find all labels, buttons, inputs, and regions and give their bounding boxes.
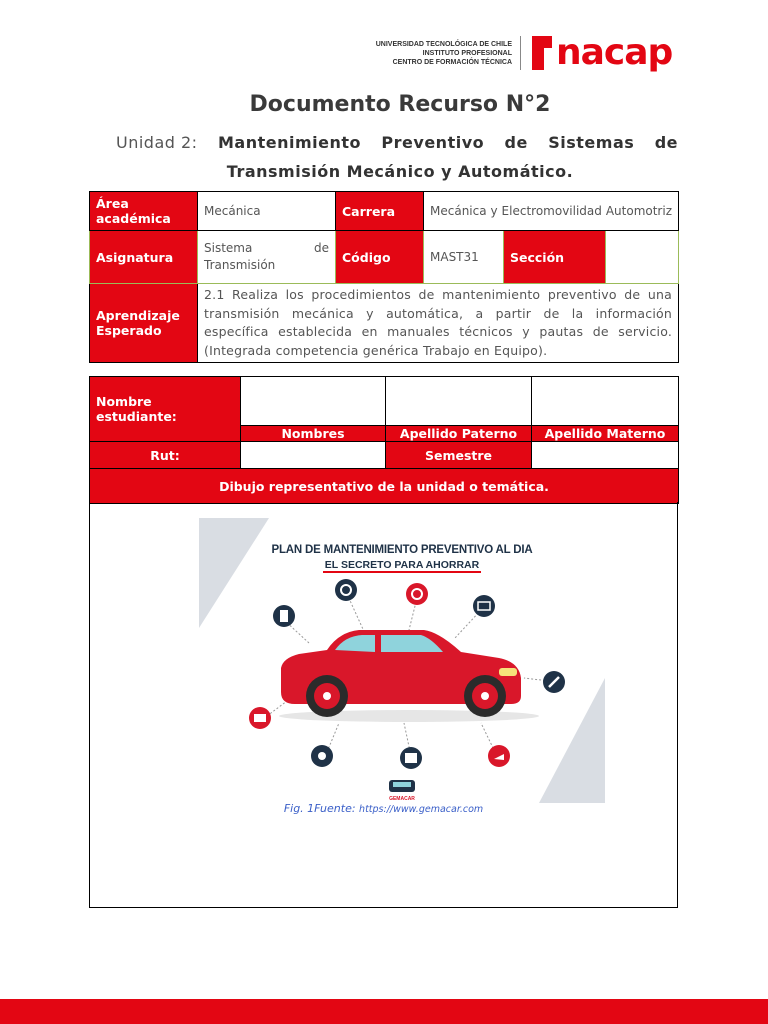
unit-word: de: [504, 133, 528, 152]
drawing-area: [89, 502, 678, 908]
dibujo-label: Dibujo representativo de la unidad o temática.: [90, 469, 679, 504]
area-label: Área académica: [90, 192, 198, 231]
caption-url[interactable]: https://www.gemacar.com: [359, 804, 484, 815]
header-logo: [372, 32, 673, 80]
figure-caption: [90, 802, 677, 815]
unit-word: Sistemas: [548, 133, 635, 152]
gemacar-logo: [389, 780, 415, 792]
wrench-icon: [543, 671, 565, 693]
document-title: Documento Recurso N°2: [249, 92, 551, 117]
apellido-paterno-label: Apellido Paterno: [386, 426, 532, 442]
carrera-value: Mecánica y Electromovilidad Automotriz: [424, 192, 679, 231]
fuel-filter-icon: [273, 605, 295, 627]
unit-heading-line-1: [116, 133, 678, 152]
battery-icon: [473, 595, 495, 617]
maintenance-poster: [199, 518, 605, 803]
poster-corner-shape: [199, 518, 269, 628]
red-car-icon: [281, 630, 521, 717]
carrera-label: Carrera: [336, 192, 424, 231]
brake-disc-icon: [406, 583, 428, 605]
unit-heading-line-2: Transmisión Mecánico y Automático.: [226, 162, 574, 181]
area-value: Mecánica: [198, 192, 336, 231]
university-line-3: CENTRO DE FORMACIÓN TÉCNICA: [392, 59, 512, 66]
nombres-field[interactable]: [241, 377, 386, 426]
aprendizaje-label: Aprendizaje Esperado: [90, 284, 198, 363]
inacap-logo: [532, 32, 673, 73]
oil-icon: [488, 745, 510, 767]
university-lines: [376, 40, 512, 67]
seccion-value[interactable]: [606, 231, 679, 284]
student-info-table: [89, 376, 679, 504]
unit-word: Mantenimiento: [217, 133, 362, 152]
aprendizaje-value: 2.1 Realiza los procedimientos de mantenimiento preventivo de una transmisión mecánica y automática, a partir de la información específica establecida en manuales técnicos y pautas de servicio. (Integrada competencia genérica Trabajo en Equipo).: [198, 284, 679, 363]
university-line-2: INSTITUTO PROFESIONAL: [422, 50, 512, 57]
inacap-mark-icon: [532, 36, 544, 70]
brand-name: nacap: [556, 32, 673, 73]
semestre-label: Semestre: [386, 442, 532, 469]
nombres-label: Nombres: [241, 426, 386, 442]
asignatura-value: Sistema de Transmisión: [198, 231, 336, 284]
footer-bar: [0, 999, 768, 1024]
poster-corner-shape: [539, 678, 605, 803]
caption-prefix: Fig. 1Fuente:: [283, 802, 360, 815]
engine-icon: [249, 707, 271, 729]
course-info-table: [89, 191, 679, 363]
gear-icon: [335, 579, 357, 601]
semestre-field[interactable]: [532, 442, 679, 469]
rut-label: Rut:: [90, 442, 241, 469]
apellido-materno-field[interactable]: [532, 377, 679, 426]
codigo-label: Código: [336, 231, 424, 284]
unit-word: de: [654, 133, 678, 152]
asignatura-label: Asignatura: [90, 231, 198, 284]
university-line-1: UNIVERSIDAD TECNOLÓGICA DE CHILE: [375, 41, 512, 48]
cog-icon: [311, 745, 333, 767]
poster-subtitle: [199, 559, 605, 571]
poster-subtitle-text: EL SECRETO PARA AHORRAR: [324, 559, 480, 571]
logo-divider: [520, 36, 521, 70]
apellido-paterno-field[interactable]: [386, 377, 532, 426]
nombre-estudiante-label: Nombre estudiante:: [90, 377, 241, 442]
codigo-value: MAST31: [424, 231, 504, 284]
unit-label: Unidad 2:: [116, 133, 198, 152]
unit-word: Preventivo: [381, 133, 485, 152]
poster-title: PLAN DE MANTENIMIENTO PREVENTIVO AL DIA: [271, 544, 533, 556]
seccion-label: Sección: [504, 231, 606, 284]
rut-field[interactable]: [241, 442, 386, 469]
manual-icon: [400, 747, 422, 769]
apellido-materno-label: Apellido Materno: [532, 426, 679, 442]
gemacar-logo-text: GEMACAR: [389, 796, 415, 802]
